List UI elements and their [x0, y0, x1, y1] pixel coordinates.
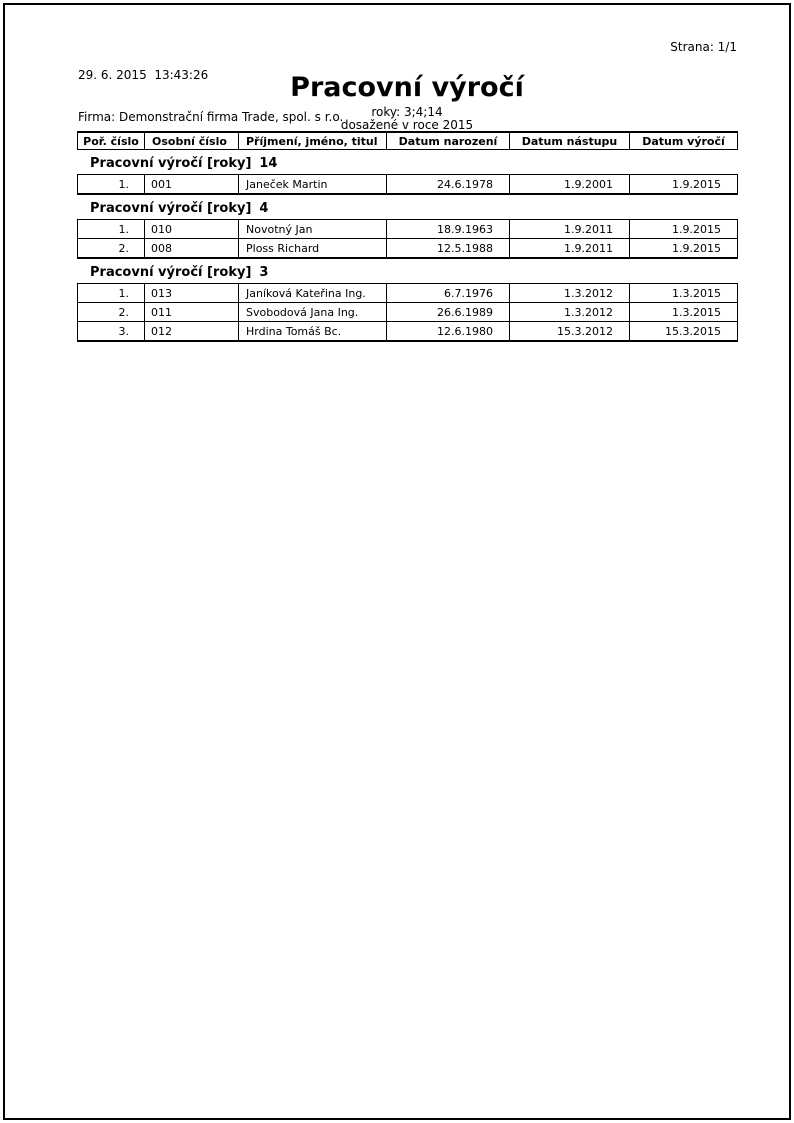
group-heading-label: Pracovní výročí [roky]: [90, 265, 252, 280]
column-header-personal-number: Osobní číslo: [145, 132, 239, 150]
cell-name: Ploss Richard: [239, 239, 387, 259]
group-table-3-years: [77, 283, 738, 342]
cell-start-date: 1.3.2012: [510, 284, 630, 303]
group-table-14-years: [77, 174, 738, 195]
cell-start-date: 1.9.2001: [510, 175, 630, 195]
cell-anniversary-date: 1.9.2015: [630, 239, 738, 259]
cell-birth-date: 12.6.1980: [387, 322, 510, 342]
cell-order-number: 2.: [78, 303, 145, 322]
group-heading-3-years: [90, 265, 737, 281]
cell-start-date: 1.9.2011: [510, 239, 630, 259]
cell-anniversary-date: 1.9.2015: [630, 220, 738, 239]
cell-name: Svobodová Jana Ing.: [239, 303, 387, 322]
table-row: [78, 239, 738, 259]
cell-order-number: 3.: [78, 322, 145, 342]
cell-order-number: 1.: [78, 284, 145, 303]
report-subtitle-reached: dosažené v roce 2015: [340, 118, 474, 132]
group-heading-label: Pracovní výročí [roky]: [90, 156, 252, 171]
cell-personal-number: 012: [145, 322, 239, 342]
cell-start-date: 1.9.2011: [510, 220, 630, 239]
cell-order-number: 1.: [78, 220, 145, 239]
group-heading-4-years: [90, 201, 737, 217]
group-heading-value: 4: [259, 201, 269, 216]
column-header-name: Příjmení, jméno, titul: [239, 132, 387, 150]
cell-anniversary-date: 15.3.2015: [630, 322, 738, 342]
cell-personal-number: 013: [145, 284, 239, 303]
cell-name: Janíková Kateřina Ing.: [239, 284, 387, 303]
group-heading-value: 3: [259, 265, 269, 280]
table-row: [78, 284, 738, 303]
group-heading-label: Pracovní výročí [roky]: [90, 201, 252, 216]
group-heading-14-years: [90, 156, 737, 172]
table-row: [78, 303, 738, 322]
table-row: [78, 220, 738, 239]
cell-birth-date: 6.7.1976: [387, 284, 510, 303]
group-heading-value: 14: [259, 156, 278, 171]
cell-personal-number: 011: [145, 303, 239, 322]
cell-order-number: 2.: [78, 239, 145, 259]
report-title: Pracovní výročí: [290, 72, 524, 103]
cell-name: Hrdina Tomáš Bc.: [239, 322, 387, 342]
cell-birth-date: 12.5.1988: [387, 239, 510, 259]
cell-anniversary-date: 1.3.2015: [630, 303, 738, 322]
column-header-table: [77, 131, 738, 150]
cell-start-date: 1.3.2012: [510, 303, 630, 322]
cell-order-number: 1.: [78, 175, 145, 195]
cell-personal-number: 008: [145, 239, 239, 259]
cell-name: Janeček Martin: [239, 175, 387, 195]
report-body: [77, 131, 737, 342]
cell-birth-date: 18.9.1963: [387, 220, 510, 239]
company-line: Firma: Demonstrační firma Trade, spol. s r.o.: [78, 110, 344, 124]
column-header-anniversary-date: Datum výročí: [630, 132, 738, 150]
report-subtitle-years: roky: 3;4;14: [371, 105, 443, 119]
column-header-row: [78, 132, 738, 150]
cell-start-date: 15.3.2012: [510, 322, 630, 342]
group-table-4-years: [77, 219, 738, 259]
page-number: Strana: 1/1: [670, 40, 737, 54]
cell-personal-number: 010: [145, 220, 239, 239]
table-row: [78, 322, 738, 342]
print-datetime: 29. 6. 2015 13:43:26: [78, 68, 209, 82]
cell-anniversary-date: 1.9.2015: [630, 175, 738, 195]
column-header-start-date: Datum nástupu: [510, 132, 630, 150]
cell-personal-number: 001: [145, 175, 239, 195]
cell-name: Novotný Jan: [239, 220, 387, 239]
cell-birth-date: 26.6.1989: [387, 303, 510, 322]
cell-anniversary-date: 1.3.2015: [630, 284, 738, 303]
cell-birth-date: 24.6.1978: [387, 175, 510, 195]
table-row: [78, 175, 738, 195]
column-header-birth-date: Datum narození: [387, 132, 510, 150]
column-header-order-number: Poř. číslo: [78, 132, 145, 150]
